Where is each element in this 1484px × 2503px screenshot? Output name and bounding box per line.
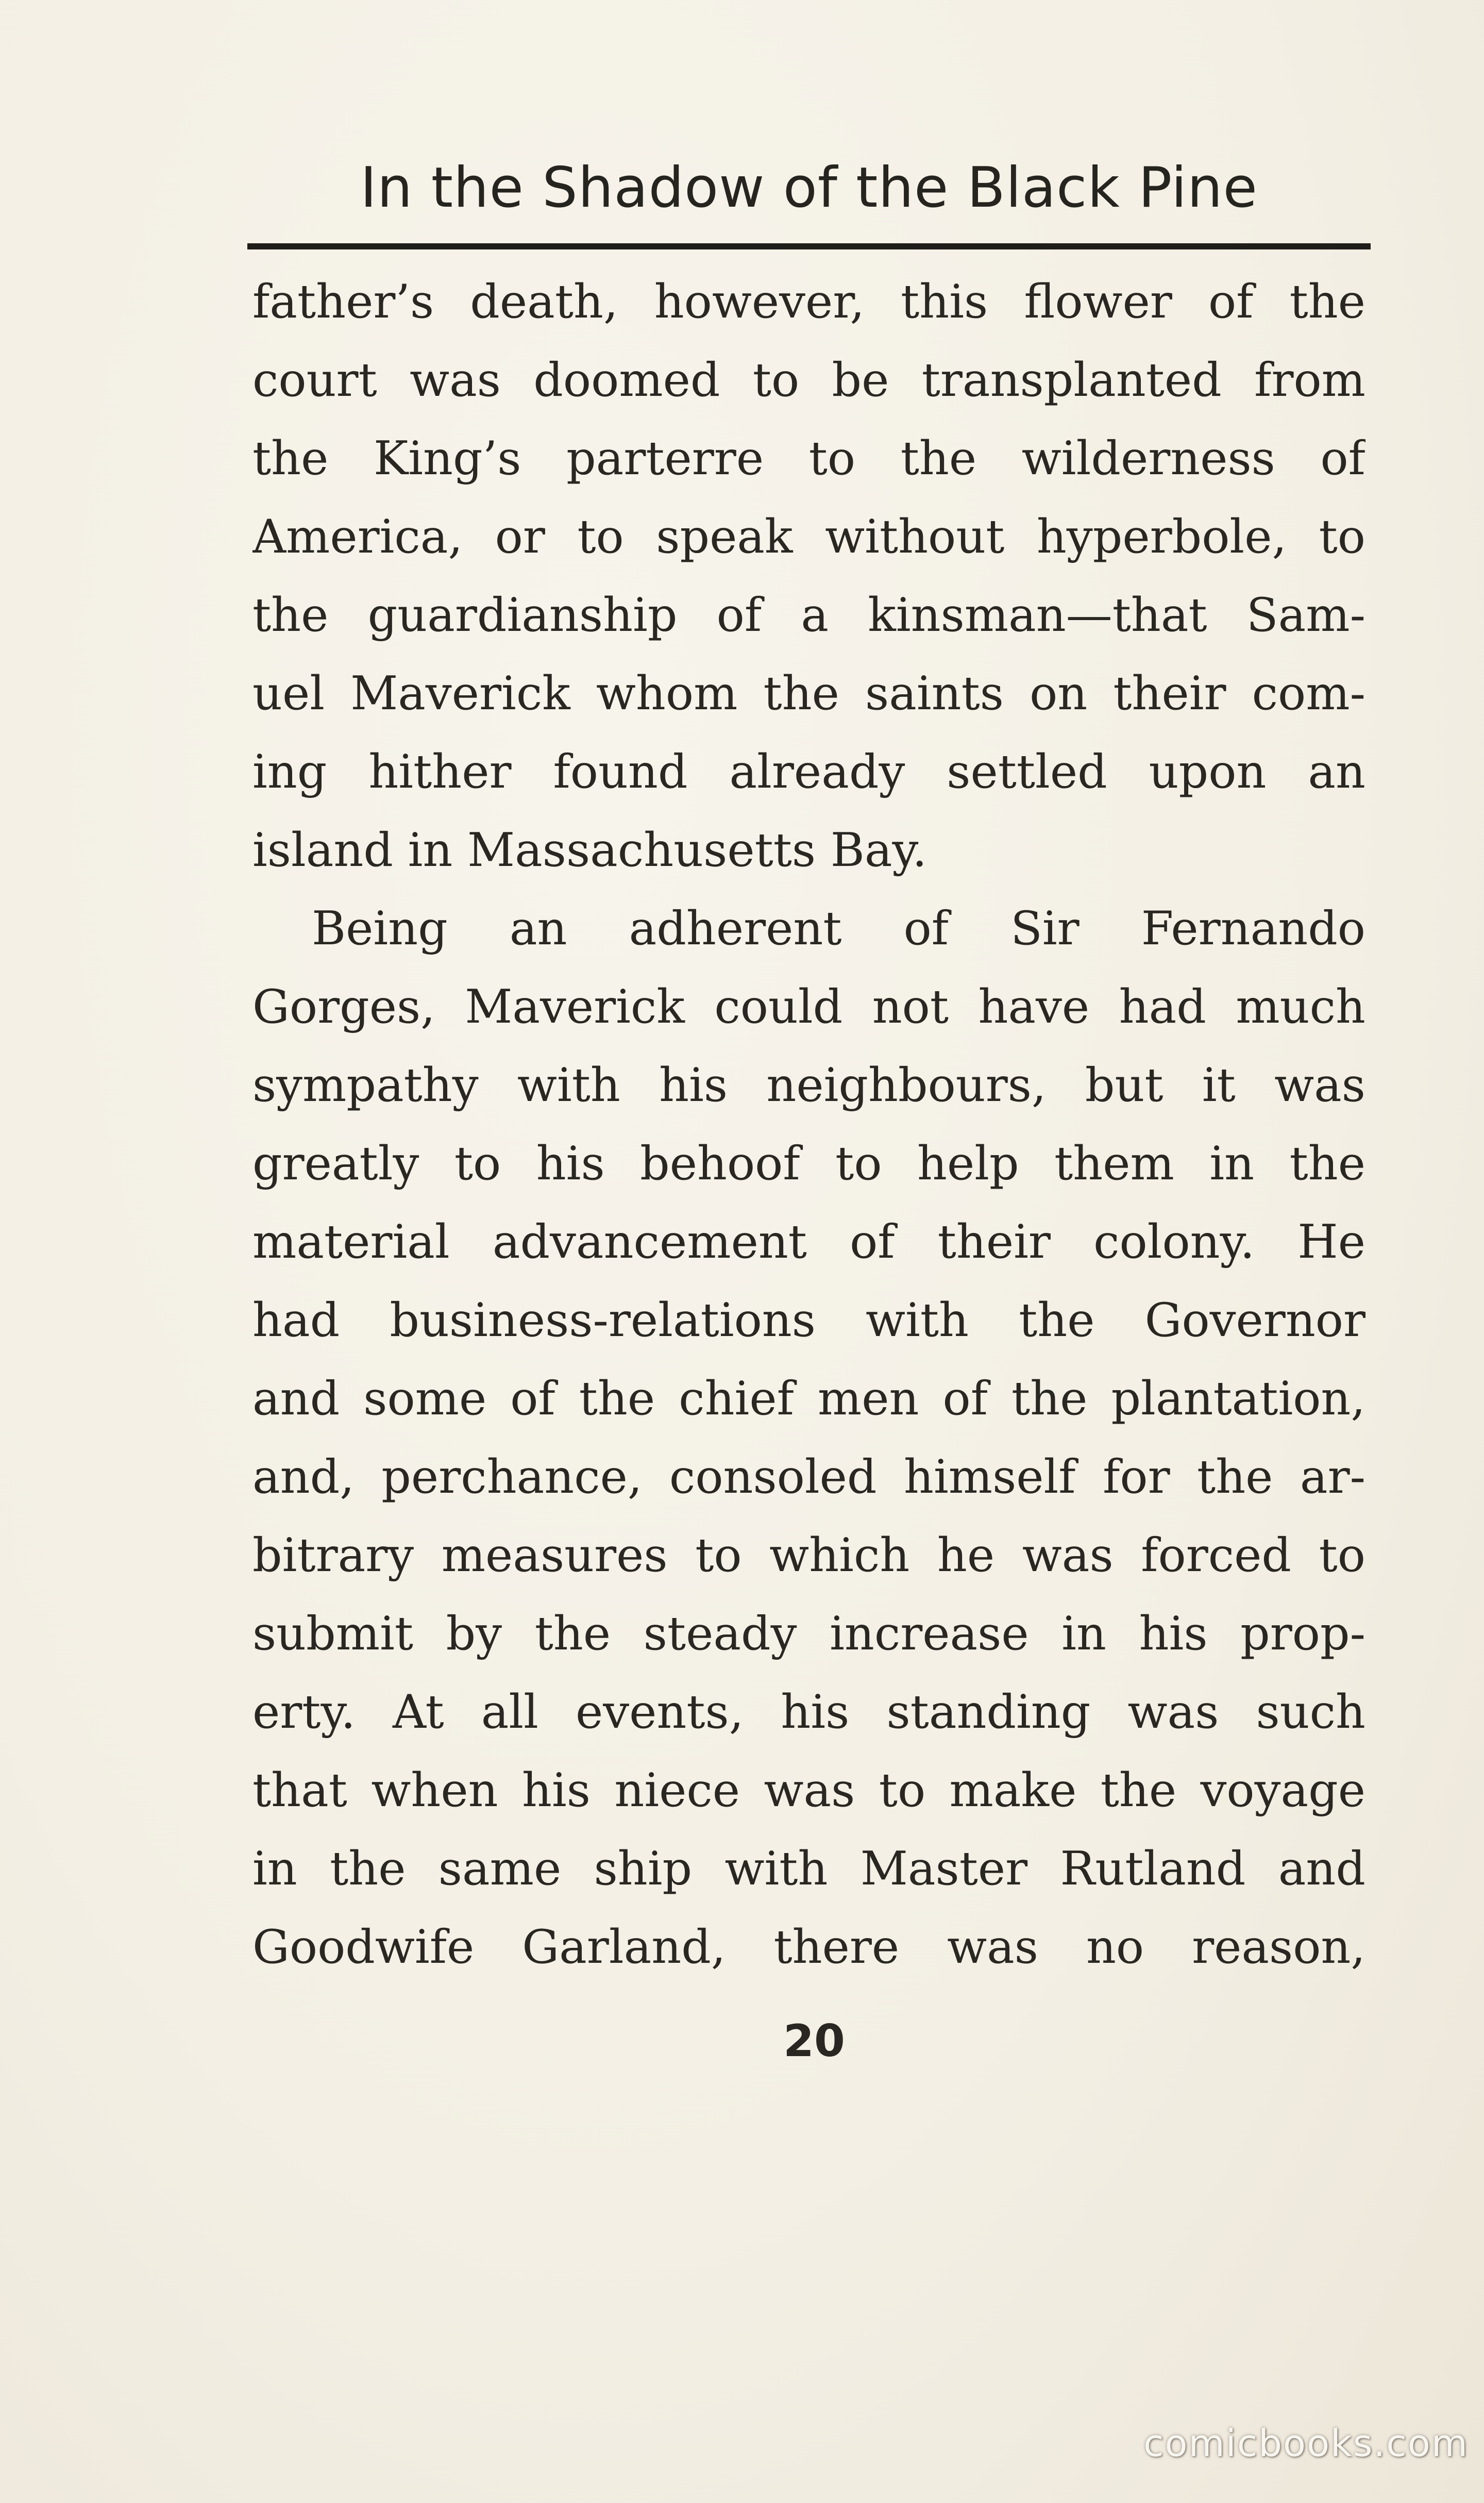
- text-line: erty. At all events, his standing was such: [252, 1685, 1365, 1739]
- text-line: ing hither found already settled upon an: [252, 745, 1365, 799]
- text-line: bitrary measures to which he was forced to: [252, 1528, 1365, 1582]
- text-line: the King’s parterre to the wilderness of: [252, 431, 1365, 486]
- text-line: that when his niece was to make the voyage: [252, 1763, 1365, 1817]
- text-line: greatly to his behoof to help them in the: [252, 1137, 1365, 1191]
- text-line: America, or to speak without hyperbole, to: [252, 510, 1365, 564]
- text-line: had business-relations with the Governor: [252, 1293, 1365, 1347]
- header-rule: [247, 243, 1371, 249]
- watermark: comicbooks.com: [1143, 2422, 1469, 2465]
- text-line: and, perchance, consoled himself for the ar-: [252, 1450, 1365, 1504]
- text-line: Gorges, Maverick could not have had much: [252, 980, 1365, 1034]
- text-line: sympathy with his neighbours, but it was: [252, 1058, 1365, 1112]
- text-line: father’s death, however, this flower of the: [252, 275, 1365, 329]
- text-line: Goodwife Garland, there was no reason,: [252, 1920, 1365, 1974]
- text-line: the guardianship of a kinsman—that Sam-: [252, 588, 1365, 642]
- text-line: Being an adherent of Sir Fernando: [312, 902, 1365, 956]
- page-number: 20: [783, 2015, 845, 2067]
- text-line: submit by the steady increase in his prop-: [252, 1607, 1365, 1661]
- text-line: island in Massachusetts Bay.: [252, 823, 927, 877]
- running-head: In the Shadow of the Black Pine: [360, 156, 1258, 220]
- text-line: and some of the chief men of the plantation,: [252, 1372, 1365, 1426]
- text-line: uel Maverick whom the saints on their com-: [252, 666, 1365, 721]
- text-line: court was doomed to be transplanted from: [252, 353, 1365, 407]
- text-line: material advancement of their colony. He: [252, 1215, 1365, 1269]
- body-text: [252, 263, 1365, 1987]
- text-line: in the same ship with Master Rutland and: [252, 1842, 1365, 1896]
